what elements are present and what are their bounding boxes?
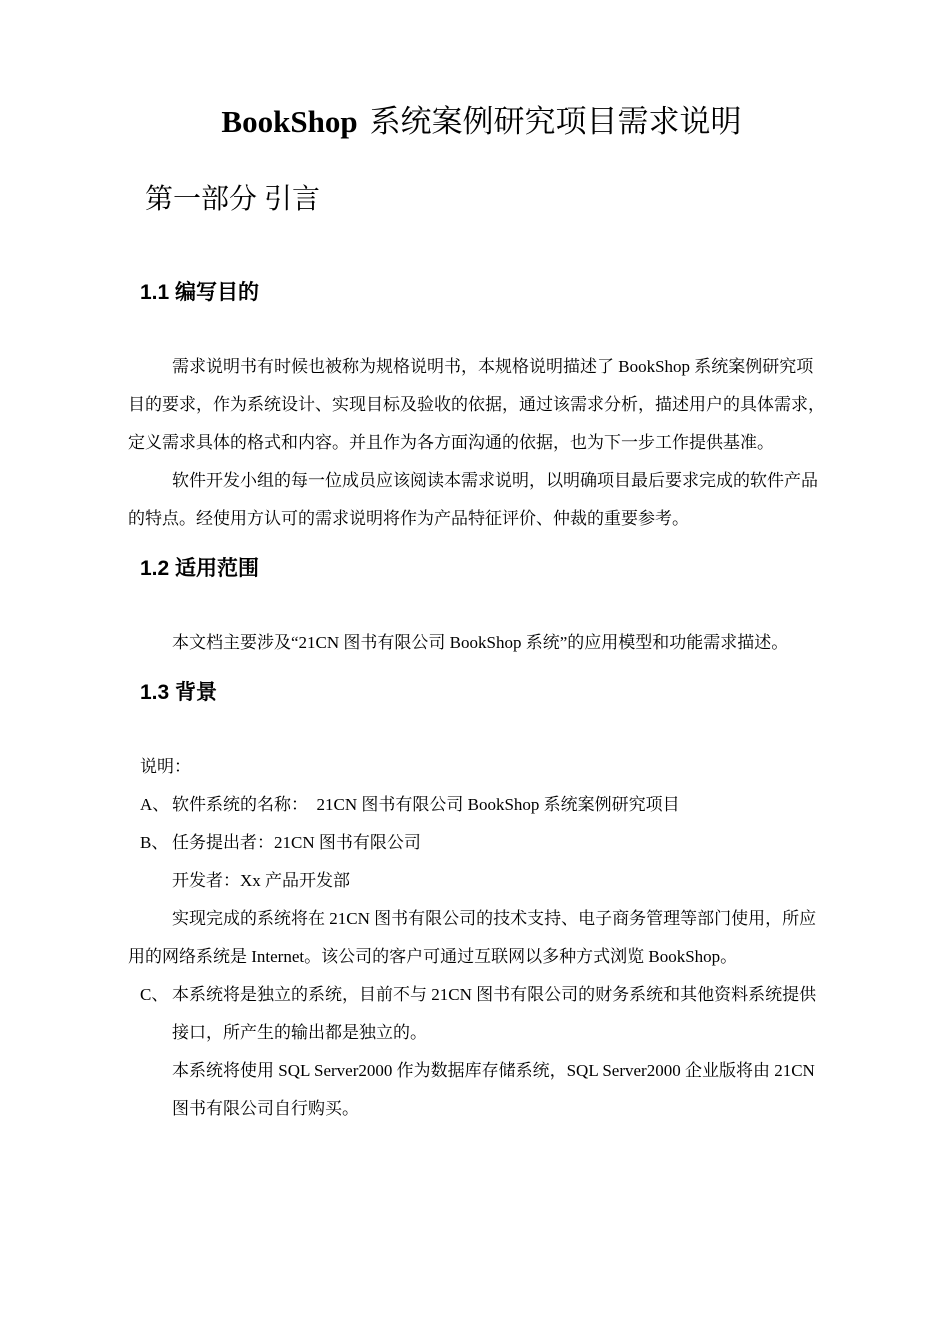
section-heading-1-3: 1.3 背景: [140, 681, 218, 704]
part-heading: 第一部分 引言: [145, 184, 321, 215]
text-line: 本文档主要涉及“21CN 图书有限公司 BookShop 系统”的应用模型和功能需求描述。: [172, 633, 789, 652]
list-marker: B、: [140, 833, 169, 852]
text-line: 软件开发小组的每一位成员应该阅读本需求说明，以明确项目最后要求完成的软件产品: [172, 471, 818, 490]
text-line: 定义需求具体的格式和内容。并且作为各方面沟通的依据，也为下一步工作提供基准。: [128, 433, 774, 452]
document-title-chinese: 系统案例研究项目需求说明: [369, 104, 742, 139]
list-marker: C、: [140, 985, 169, 1004]
text-line: 需求说明书有时候也被称为规格说明书，本规格说明描述了 BookShop 系统案例研究项: [172, 357, 814, 376]
text-line: 接口，所产生的输出都是独立的。: [172, 1023, 427, 1042]
text-line: 软件系统的名称： 21CN 图书有限公司 BookShop 系统案例研究项目: [172, 795, 680, 814]
section-body-1-3: [128, 748, 835, 1128]
text-line: 实现完成的系统将在 21CN 图书有限公司的技术支持、电子商务管理等部门使用，所应: [172, 909, 817, 928]
text-line: 说明：: [140, 757, 191, 776]
list-item: [140, 786, 835, 824]
section-heading-1-2: 1.2 适用范围: [140, 557, 260, 580]
document-title-latin: BookShop: [221, 104, 358, 139]
section-body-1-1: [128, 348, 835, 538]
section-1-3: [128, 678, 835, 1128]
list-item: [140, 824, 835, 862]
text-line: 开发者：Xx 产品开发部: [172, 871, 351, 890]
document-title: [128, 100, 835, 144]
text-line: 本系统将使用 SQL Server2000 作为数据库存储系统，SQL Server2000 企业版将由 21CN: [172, 1061, 815, 1080]
text-line: 本系统将是独立的系统，目前不与 21CN 图书有限公司的财务系统和其他资料系统提供: [172, 985, 817, 1004]
text-line: 的特点。经使用方认可的需求说明将作为产品特征评价、仲裁的重要参考。: [128, 509, 689, 528]
section-body-1-2: [128, 624, 835, 662]
section-1-1: [128, 278, 835, 538]
list-marker: A、: [140, 795, 170, 814]
list-item-lines: [172, 824, 835, 862]
text-line: 目的要求，作为系统设计、实现目标及验收的依据，通过该需求分析，描述用户的具体需求，: [128, 395, 825, 414]
list-item: [140, 976, 835, 1052]
section-1-2: [128, 554, 835, 662]
list-item-lines: [172, 976, 835, 1052]
text-line: 任务提出者：21CN 图书有限公司: [172, 833, 421, 852]
text-line: 用的网络系统是 Internet。该公司的客户可通过互联网以多种方式浏览 BookShop。: [128, 947, 738, 966]
text-line: 图书有限公司自行购买。: [172, 1099, 359, 1118]
section-heading-1-1: 1.1 编写目的: [140, 281, 260, 304]
list-item-lines: [172, 786, 835, 824]
